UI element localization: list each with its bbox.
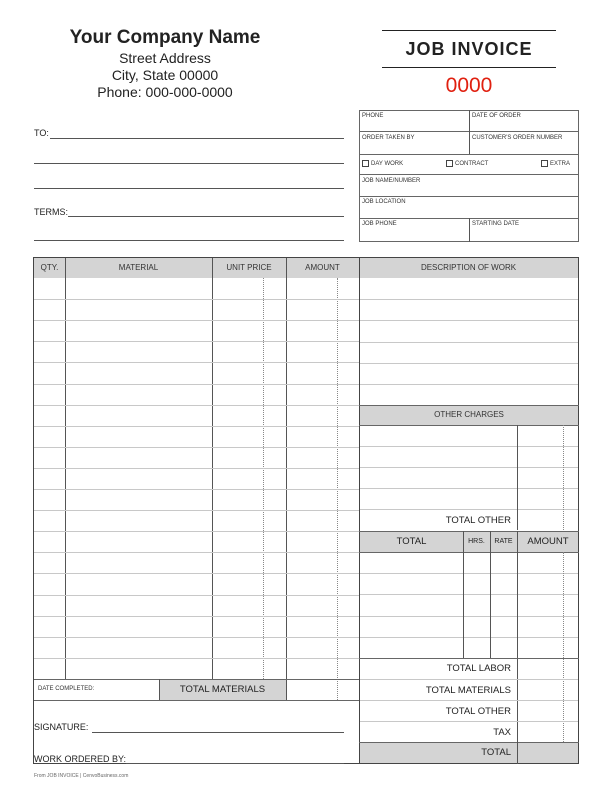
col-qty-header: QTY. [40, 263, 59, 272]
table-row[interactable] [34, 405, 359, 406]
table-row[interactable] [34, 595, 359, 596]
table-row[interactable] [34, 510, 359, 511]
customer-order-number-label[interactable]: CUSTOMER'S ORDER NUMBER [472, 135, 563, 141]
grand-total-label: TOTAL [481, 747, 511, 758]
table-row[interactable] [34, 531, 359, 532]
labor-row[interactable] [360, 594, 578, 595]
terms-line[interactable] [68, 216, 344, 217]
summary-total-other-label: TOTAL OTHER [445, 706, 511, 717]
row-divider [359, 658, 579, 659]
other-charge-row[interactable] [360, 488, 578, 489]
cents-divider [563, 552, 564, 742]
table-row[interactable] [34, 341, 359, 342]
to-line-3[interactable] [34, 188, 344, 189]
contract-checkbox[interactable] [446, 160, 488, 167]
invoice-title: JOB INVOICE [382, 30, 556, 68]
job-phone-label[interactable]: JOB PHONE [362, 221, 397, 227]
table-row[interactable] [34, 573, 359, 574]
row-divider [359, 552, 579, 553]
info-col-divider [469, 218, 470, 242]
info-row-divider [359, 154, 579, 155]
company-block [40, 26, 290, 101]
row-divider [359, 531, 579, 532]
signature-line[interactable] [92, 732, 344, 733]
contract-label: CONTRACT [455, 161, 489, 168]
job-location-label[interactable]: JOB LOCATION [362, 199, 406, 205]
to-line-4[interactable] [34, 240, 344, 241]
col-divider [463, 531, 464, 658]
table-row[interactable] [34, 320, 359, 321]
row-divider [359, 425, 579, 426]
summary-row[interactable] [360, 679, 578, 680]
labor-row[interactable] [360, 637, 578, 638]
table-row[interactable] [34, 468, 359, 469]
date-of-order-label[interactable]: DATE OF ORDER [472, 113, 521, 119]
table-row[interactable] [34, 637, 359, 638]
col-amount-header: AMOUNT [305, 263, 340, 272]
cents-divider [263, 278, 264, 679]
labor-amount-header: AMOUNT [527, 536, 569, 547]
info-row-divider [359, 174, 579, 175]
table-row[interactable] [34, 426, 359, 427]
row-divider [359, 742, 579, 743]
checkbox-icon [446, 160, 453, 167]
col-material-header: MATERIAL [118, 263, 159, 272]
cents-divider [563, 425, 564, 530]
info-row-divider [359, 196, 579, 197]
job-name-label[interactable]: JOB NAME/NUMBER [362, 178, 421, 184]
table-row[interactable] [34, 616, 359, 617]
checkbox-icon [541, 160, 548, 167]
total-labor-label: TOTAL LABOR [446, 663, 511, 674]
signature-label: SIGNATURE: [34, 722, 89, 732]
labor-row[interactable] [360, 573, 578, 574]
summary-total-materials-label: TOTAL MATERIALS [425, 685, 511, 696]
description-row[interactable] [360, 363, 578, 364]
company-name: Your Company Name [69, 27, 261, 48]
terms-label: TERMS: [34, 207, 69, 217]
table-row[interactable] [34, 299, 359, 300]
labor-hrs-header: HRS. [468, 538, 485, 545]
other-charges-header: OTHER CHARGES [434, 410, 504, 419]
table-row[interactable] [34, 362, 359, 363]
col-unit-price-header: UNIT PRICE [226, 263, 272, 272]
col-divider [517, 425, 518, 530]
work-ordered-by-line[interactable] [126, 763, 344, 764]
total-other-label: TOTAL OTHER [445, 515, 511, 526]
description-row[interactable] [360, 342, 578, 343]
col-divider [286, 258, 287, 700]
table-row[interactable] [34, 658, 359, 659]
invoice-number: 0000 [445, 74, 493, 97]
date-completed-label[interactable]: DATE COMPLETED: [38, 686, 95, 692]
total-materials-label: TOTAL MATERIALS [179, 684, 266, 695]
col-divider [490, 531, 491, 658]
description-row[interactable] [360, 384, 578, 385]
day-work-label: DAY WORK [371, 161, 404, 168]
summary-row[interactable] [360, 721, 578, 722]
row-divider [34, 700, 359, 701]
description-row[interactable] [360, 320, 578, 321]
labor-row[interactable] [360, 616, 578, 617]
company-city: City, State 00000 [111, 67, 219, 83]
description-of-work-header: DESCRIPTION OF WORK [420, 263, 517, 272]
order-taken-by-label[interactable]: ORDER TAKEN BY [362, 135, 415, 141]
company-phone: Phone: 000-000-0000 [97, 84, 233, 100]
info-col-divider [469, 110, 470, 154]
to-line-1[interactable] [50, 138, 344, 139]
tax-label: TAX [493, 727, 511, 738]
checkbox-icon [362, 160, 369, 167]
col-divider [517, 531, 518, 764]
table-row[interactable] [34, 447, 359, 448]
phone-field-label[interactable]: PHONE [362, 113, 384, 119]
labor-total-header: TOTAL [396, 536, 427, 547]
table-row[interactable] [34, 552, 359, 553]
table-row[interactable] [34, 489, 359, 490]
other-charge-row[interactable] [360, 446, 578, 447]
col-divider [517, 742, 518, 764]
extra-label: EXTRA [550, 161, 571, 168]
description-row[interactable] [360, 299, 578, 300]
other-charge-row[interactable] [360, 509, 578, 510]
to-line-2[interactable] [34, 163, 344, 164]
starting-date-label[interactable]: STARTING DATE [472, 221, 520, 227]
company-street: Street Address [119, 50, 211, 66]
table-row[interactable] [34, 384, 359, 385]
other-charge-row[interactable] [360, 467, 578, 468]
extra-checkbox[interactable] [541, 160, 570, 167]
labor-rate-header: RATE [494, 538, 513, 545]
day-work-checkbox[interactable] [362, 160, 403, 167]
footer-text: From JOB INVOICE | CenvoBusiness.com [34, 773, 129, 779]
summary-row[interactable] [360, 700, 578, 701]
work-ordered-by-label: WORK ORDERED BY: [34, 754, 127, 764]
to-label: TO: [34, 128, 49, 138]
